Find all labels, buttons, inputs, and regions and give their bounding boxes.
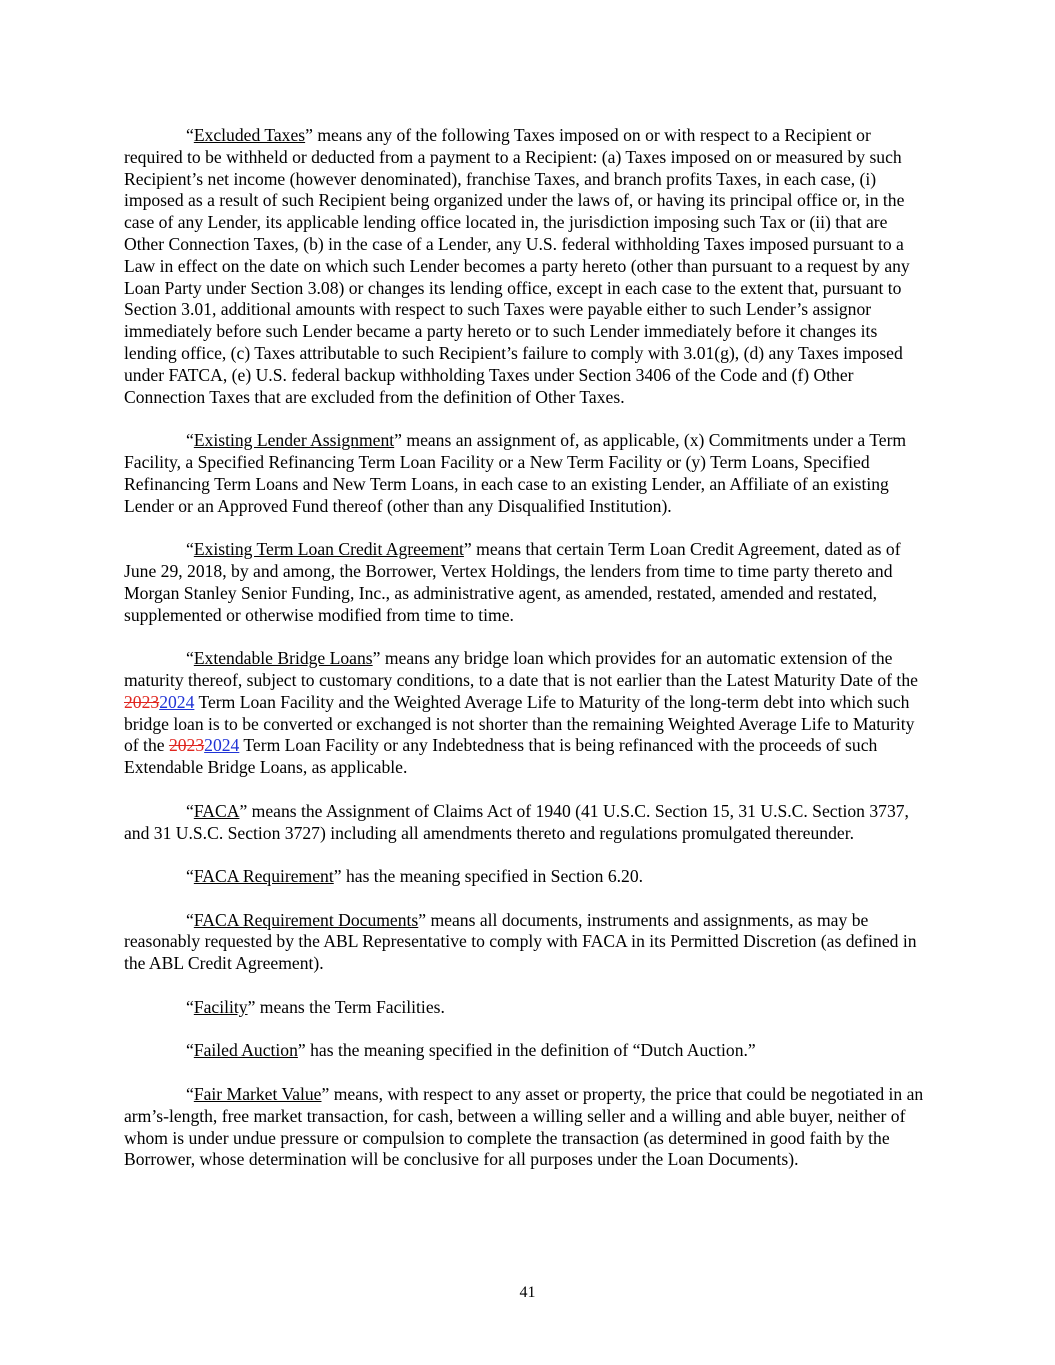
open-quote: “ (186, 800, 194, 821)
definition-text: Term Loan Facility and the Weighted Average Life to Maturity of the long-term debt into which such bridge loan is to be converted or exchanged is not shorter than the remaining Weighted Average Life to Maturity of the (124, 691, 915, 756)
definition-text: Term Loan Facility or any Indebtedness that is being refinanced with the proceeds of such Extendable Bridge Loans, as applicable. (124, 735, 878, 778)
deleted-revision: 2023 (168, 735, 205, 756)
definition-existing-lender-assignment (124, 430, 930, 517)
open-quote: “ (186, 866, 194, 887)
defined-term: Excluded Taxes (193, 125, 306, 145)
defined-term: Extendable Bridge Loans (193, 648, 373, 669)
defined-term: Existing Lender Assignment (193, 430, 395, 451)
definition-text: ” means any of the following Taxes imposed on or with respect to a Recipient or required to be withheld or deducted from a payment to a Recipient: (a) Taxes imposed on or measured by such Recipient’s net income (however denominated), franchise Taxes, and branch profits Taxes, in each case, (i) imposed as a result of such Recipient being organized under the laws of, or having its principal office or, in the case of any Lender, its applicable lending office located in, the jurisdiction imposing such Tax or (ii) that are Other Connection Taxes, (b) in the case of a Lender, any U.S. federal withholding Taxes imposed pursuant to a Law in effect on the date on which such Lender becomes a party hereto (other than pursuant to a request by any Loan Party under Section 3.08) or changes its lending office, except in each case to the extent that, pursuant to Section 3.01, additional amounts with respect to such Taxes were payable either to such Lender’s assignor immediately before such Lender became a party hereto or to such Lender immediately before it changes its lending office, (c) Taxes attributable to such Recipient’s failure to comply with 3.01(g), (d) any Taxes imposed under FATCA, (e) U.S. federal backup withholding Taxes under Section 3406 of the Code and (f) Other Connection Taxes that are excluded from the definition of Other Taxes. (124, 125, 910, 407)
definition-text: ” has the meaning specified in the definition of “Dutch Auction.” (297, 1040, 756, 1061)
inserted-revision: 2024 (204, 735, 240, 756)
deleted-revision: 2023 (124, 691, 160, 712)
defined-term: FACA (193, 800, 240, 821)
definition-excluded-taxes (124, 125, 930, 408)
page-number: 41 (519, 1284, 536, 1301)
definition-text: ” means any bridge loan which provides for an automatic extension of the maturity thereof, subject to customary conditions, to a date that is not earlier than the Latest Maturity Date of the (124, 648, 918, 690)
defined-term: Existing Term Loan Credit Agreement (193, 539, 464, 560)
definition-text: ” means the Assignment of Claims Act of 1940 (41 U.S.C. Section 15, 31 U.S.C. Section 3737, and 31 U.S.C. Section 3727) including all amendments thereto and regulations promulgated thereunder. (124, 800, 909, 843)
defined-term: Failed Auction (193, 1040, 298, 1061)
definition-text: ” has the meaning specified in Section 6.20. (333, 866, 644, 887)
definition-faca-requirement-documents (124, 910, 930, 975)
defined-term: FACA Requirement (193, 866, 334, 887)
open-quote: “ (186, 1040, 194, 1061)
definition-facility (124, 997, 930, 1019)
open-quote: “ (186, 648, 194, 669)
defined-term: FACA Requirement Documents (193, 909, 419, 930)
open-quote: “ (186, 996, 194, 1017)
definition-text: ” means all documents, instruments and assignments, as may be reasonably requested by the ABL Representative to comply with FACA in its Permitted Discretion (as defined in the ABL Credit Agreement). (124, 909, 917, 974)
open-quote: “ (186, 909, 194, 930)
defined-term: Facility (193, 996, 248, 1017)
definition-faca (124, 801, 930, 845)
definition-text: ” means, with respect to any asset or property, the price that could be negotiated in an arm’s-length, free market transaction, for cash, between a willing seller and a willing and able buyer, neither of whom is under undue pressure or compulsion to complete the transaction (as determined in good faith by the Borrower, whose determination will be conclusive for all purposes under the Loan Documents). (124, 1084, 924, 1170)
inserted-revision: 2024 (159, 691, 195, 712)
open-quote: “ (186, 125, 194, 145)
definition-text: ” means an assignment of, as applicable, (x) Commitments under a Term Facility, a Specified Refinancing Term Loan Facility or a New Term Facility or (y) Term Loans, Specified Refinancing Term Loans and New Term Loans, in each case to an existing Lender, an Affiliate of an existing Lender or an Approved Fund thereof (other than any Disqualified Institution). (124, 430, 907, 516)
definition-extendable-bridge-loans (124, 648, 930, 779)
definition-text: ” means that certain Term Loan Credit Agreement, dated as of June 29, 2018, by and among, the Borrower, Vertex Holdings, the lenders from time to time party thereto and Morgan Stanley Senior Funding, Inc., as administrative agent, as amended, restated, amended and restated, supplemented or otherwise modified from time to time. (124, 539, 901, 625)
open-quote: “ (186, 1084, 194, 1105)
definition-text: ” means the Term Facilities. (247, 996, 445, 1017)
document-page (124, 125, 930, 1193)
definition-faca-requirement (124, 866, 930, 888)
open-quote: “ (186, 430, 194, 451)
definition-failed-auction (124, 1040, 930, 1062)
open-quote: “ (186, 539, 194, 560)
definition-fair-market-value (124, 1084, 930, 1171)
definition-existing-term-loan-credit-agreement (124, 539, 930, 626)
defined-term: Fair Market Value (193, 1084, 322, 1105)
